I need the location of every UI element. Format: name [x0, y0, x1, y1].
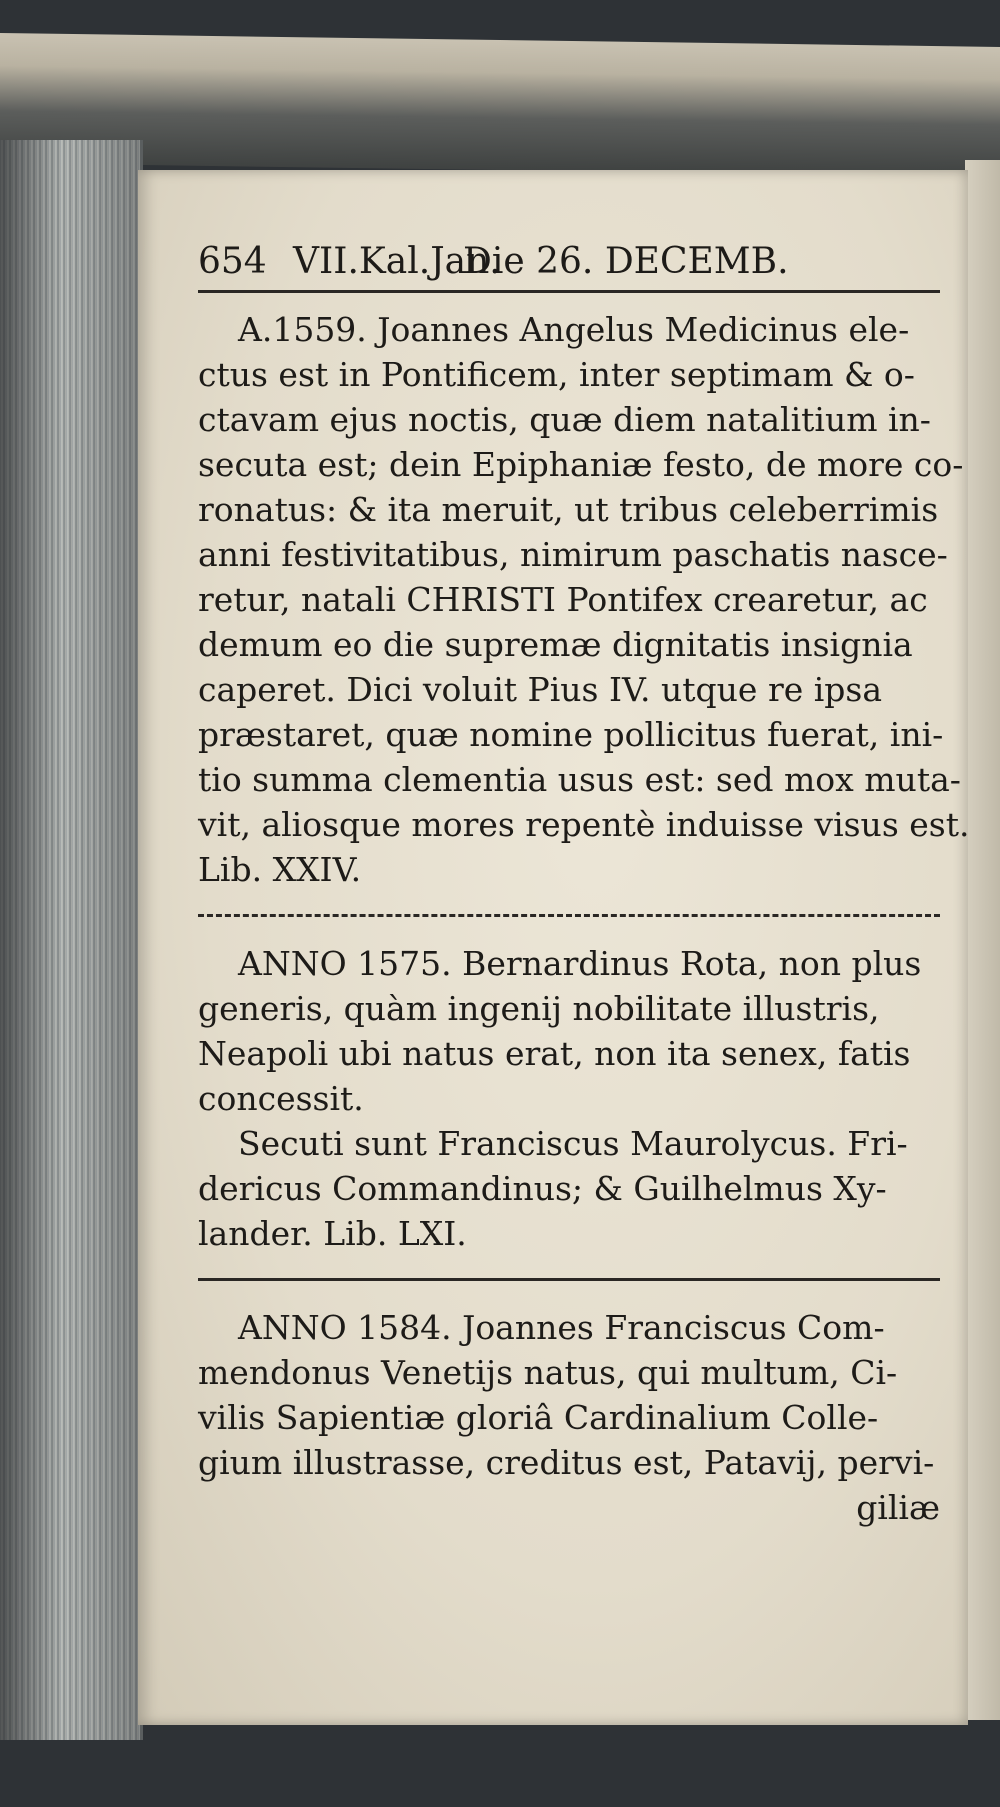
- text-line: ctavam ejus noctis, quæ diem natalitium in-: [198, 400, 931, 439]
- text-line: tio summa clementia usus est: sed mox muta-: [198, 760, 961, 799]
- text-line: vit, aliosque mores repentè induisse visus est.: [198, 805, 970, 844]
- page-edges: [0, 140, 143, 1740]
- text-line: ctus est in Pontificem, inter septimam & o-: [198, 355, 915, 394]
- text-line: anni festivitatibus, nimirum paschatis nasce-: [198, 535, 948, 574]
- text-line: Neapoli ubi natus erat, non ita senex, fatis: [198, 1034, 911, 1073]
- text-line: gium illustrasse, creditus est, Patavij, pervi-: [198, 1443, 935, 1482]
- running-header: [198, 240, 940, 293]
- entry-1575: [198, 941, 940, 1256]
- text-line: Lib. XXIV.: [198, 850, 362, 889]
- page-number: 654: [198, 241, 267, 282]
- book-top-edge: [0, 33, 1000, 177]
- entry-1559: [198, 307, 970, 892]
- text-line: concessit.: [198, 1079, 364, 1118]
- book-page: [138, 170, 968, 1725]
- day-date: Die 26. DECEMB.: [463, 241, 789, 282]
- section-divider: [198, 914, 940, 917]
- text-line: A.1559. Joannes Angelus Medicinus ele-: [238, 310, 910, 349]
- facing-page-edge: [965, 160, 1000, 1720]
- text-line: ANNO 1584. Joannes Franciscus Com-: [238, 1308, 885, 1347]
- text-line: lander. Lib. LXI.: [198, 1214, 467, 1253]
- text-line: caperet. Dici voluit Pius IV. utque re ipsa: [198, 670, 883, 709]
- text-line: ronatus: & ita meruit, ut tribus celeberrimis: [198, 490, 939, 529]
- text-line: Secuti sunt Franciscus Maurolycus. Fri-: [238, 1124, 908, 1163]
- page-content: [198, 240, 970, 1530]
- text-line: demum eo die supremæ dignitatis insignia: [198, 625, 913, 664]
- text-line: ANNO 1575. Bernardinus Rota, non plus: [238, 944, 922, 983]
- text-line: dericus Commandinus; & Guilhelmus Xy-: [198, 1169, 887, 1208]
- text-line: generis, quàm ingenij nobilitate illustris,: [198, 989, 880, 1028]
- text-line: vilis Sapientiæ gloriâ Cardinalium Colle-: [198, 1398, 879, 1437]
- text-line: secuta est; dein Epiphaniæ festo, de more co-: [198, 445, 964, 484]
- catchword: giliæ: [856, 1488, 940, 1527]
- text-line: præstaret, quæ nomine pollicitus fuerat, ini-: [198, 715, 944, 754]
- text-line: mendonus Venetijs natus, qui multum, Ci-: [198, 1353, 898, 1392]
- text-line: retur, natali CHRISTI Pontifex crearetur, ac: [198, 580, 928, 619]
- section-divider: [198, 1278, 940, 1281]
- kalendar-date: VII.Kal.Jan.: [293, 241, 501, 282]
- entry-1584: [198, 1305, 940, 1485]
